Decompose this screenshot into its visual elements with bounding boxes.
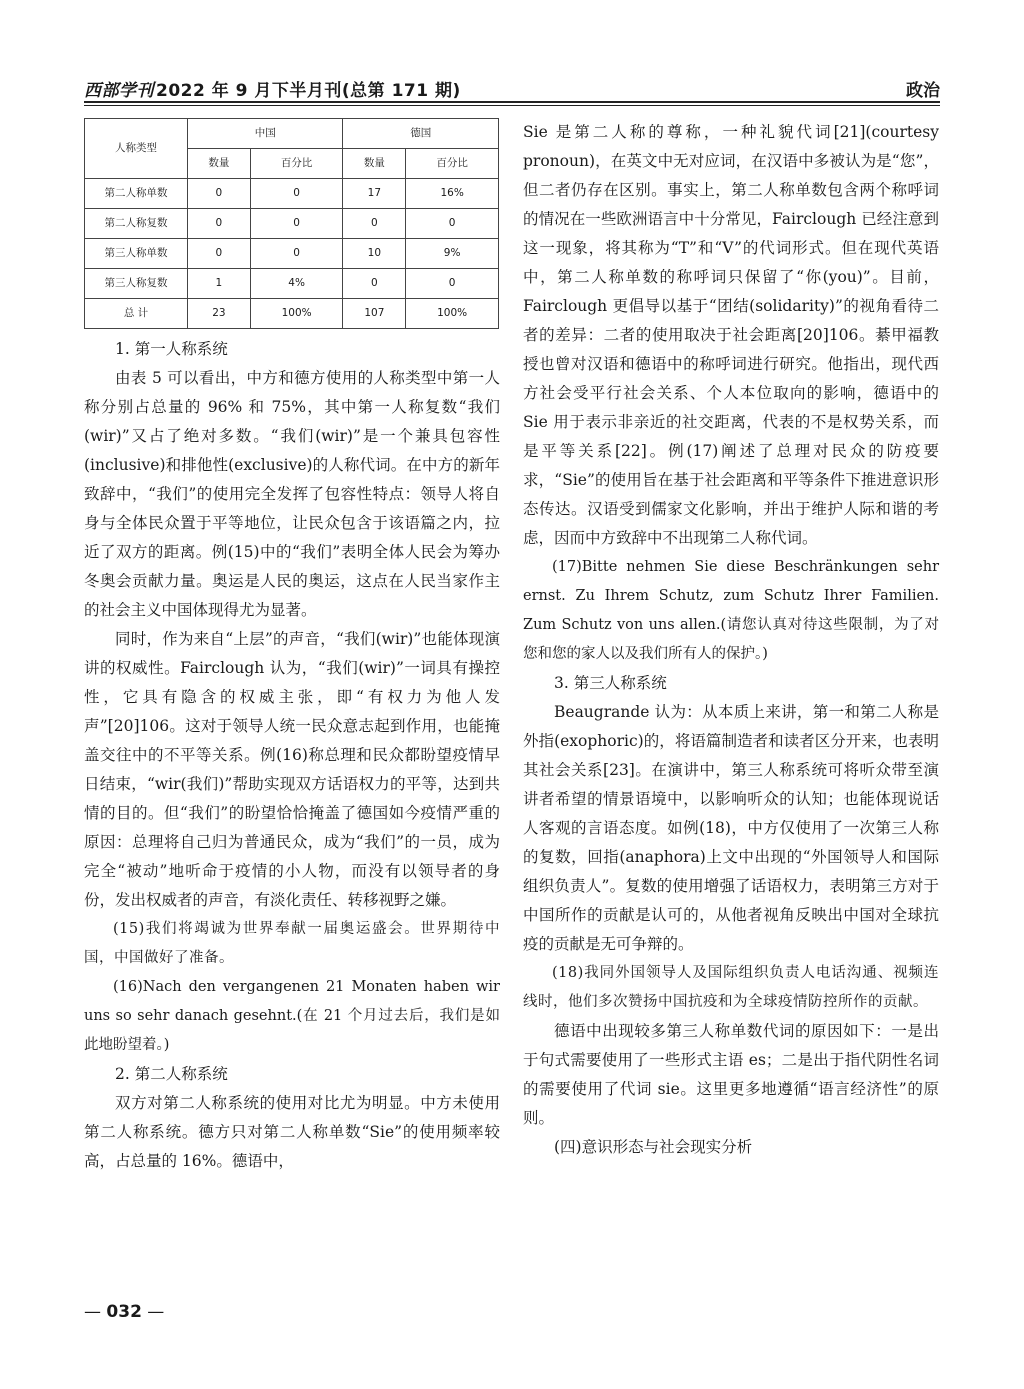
table-subheader-cell: 百分比: [250, 149, 343, 179]
table-cell: 0: [250, 239, 343, 269]
table-cell: 17: [343, 179, 406, 209]
table-cell: 16%: [406, 179, 499, 209]
table-cell: 0: [406, 269, 499, 299]
table-cell: 0: [343, 269, 406, 299]
right-column: [523, 118, 939, 1162]
table-row: [85, 239, 499, 269]
body-paragraph: 由表 5 可以看出，中方和德方使用的人称类型中第一人称分别占总量的 96% 和 75%，其中第一人称复数“我们(wir)”又占了绝对多数。“我们(wir)”是一个兼具包容性(inclusive)和排他性(exclusive)的人称代词。在中方的新年致辞中，“我们”的使用完全发挥了包容性特点：领导人将自身与全体民众置于平等地位，让民众包含于该语篇之内，拉近了双方的距离。例(15)中的“我们”表明全体人民会为筹办冬奥会贡献力量。奥运是人民的奥运，这点在人民当家作主的社会主义中国体现得尤为显著。: [84, 369, 500, 619]
table-row-label: 第三人称单数: [85, 239, 188, 269]
example-quote: (15)我们将竭诚为世界奉献一届奥运盛会。世界期待中国，中国做好了准备。: [84, 921, 500, 966]
table-cell: 0: [188, 179, 251, 209]
section-heading: 3. 第三人称系统: [554, 674, 667, 692]
section-heading: (四)意识形态与社会现实分析: [554, 1138, 753, 1156]
issue-info: 2022 年 9 月下半月刊(总第 171 期): [156, 81, 461, 101]
table-cell: 10: [343, 239, 406, 269]
table-cell: 107: [343, 299, 406, 329]
table-row-label: 第二人称单数: [85, 179, 188, 209]
table-cell: 100%: [250, 299, 343, 329]
example-quote: (17)Bitte nehmen Sie diese Beschränkungen sehr ernst. Zu Ihrem Schutz, zum Schutz Ihrer Familien. Zum Schutz von uns allen.(请您认真对待这些限制，为了对您和您的家人以及我们所有人的保护。): [523, 559, 939, 662]
table-row-label: 第二人称复数: [85, 209, 188, 239]
table-subheader-cell: 数量: [343, 149, 406, 179]
body-paragraph: Sie 是第二人称的尊称，一种礼貌代词[21](courtesy pronoun)，在英文中无对应词，在汉语中多被认为是“您”，但二者仍存在区别。事实上，第二人称单数包含两个称呼词的情况在一些欧洲语言中十分常见，Fairclough 已经注意到这一现象，将其称为“T”和“V”的代词形式。但在现代英语中，第二人称单数的称呼词只保留了“你(you)”。目前，Fairclough 更倡导以基于“团结(solidarity)”的视角看待二者的差异：二者的使用取决于社会距离[20]106。綦甲福教授也曾对汉语和德语中的称呼词进行研究。他指出，现代西方社会受平行社会关系、个人本位取向的影响，德语中的 Sie 用于表示非亲近的社交距离，代表的不是权势关系，而是平等关系[22]。例(17)阐述了总理对民众的防疫要求，“Sie”的使用旨在基于社会距离和平等条件下推进意识形态传达。汉语受到儒家文化影响，并出于维护人际和谐的考虑，因而中方致辞中不出现第二人称代词。: [523, 123, 939, 547]
journal-logo: 西部学刊: [84, 81, 154, 101]
example-quote: (16)Nach den vergangenen 21 Monaten haben wir uns so sehr danach gesehnt.(在 21 个月过去后，我们是如此地盼望着。): [84, 979, 500, 1053]
table-subheader-cell: 数量: [188, 149, 251, 179]
table-header-row: [85, 119, 499, 149]
table-cell: 9%: [406, 239, 499, 269]
table-cell: 0: [188, 239, 251, 269]
table-subheader-cell: 百分比: [406, 149, 499, 179]
body-paragraph: 同时，作为来自“上层”的声音，“我们(wir)”也能体现演讲的权威性。Fairclough 认为，“我们(wir)”一词具有操控性，它具有隐含的权威主张，即“有权力为他人发声”[20]106。这对于领导人统一民众意志起到作用，也能掩盖交往中的不平等关系。例(16)称总理和民众都盼望疫情早日结束，“wir(我们)”帮助实现双方话语权力的平等，达到共情的目的。但“我们”的盼望恰恰掩盖了德国如今疫情严重的原因：总理将自己归为普通民众，成为“我们”的一员，成为完全“被动”地听命于疫情的小人物，而没有以领导者的身份，发出权威者的声音，有淡化责任、转移视野之嫌。: [84, 630, 500, 909]
page-footer: — 032 —: [84, 1302, 165, 1322]
table-header-cell: 人称类型: [85, 119, 188, 179]
header-rule: [84, 101, 940, 103]
table-cell: 0: [406, 209, 499, 239]
table-cell: 23: [188, 299, 251, 329]
table-row-total: [85, 299, 499, 329]
table-cell: 0: [188, 209, 251, 239]
body-paragraph: 双方对第二人称系统的使用对比尤为明显。中方未使用第二人称系统。德方只对第二人称单数“Sie”的使用频率较高，占总量的 16%。德语中，: [84, 1094, 500, 1170]
table-row: [85, 179, 499, 209]
table-row-label: 总 计: [85, 299, 188, 329]
table-cell: 100%: [406, 299, 499, 329]
table-cell: 0: [250, 209, 343, 239]
running-header: [84, 74, 940, 100]
table-cell: 4%: [250, 269, 343, 299]
header-left: [84, 76, 461, 101]
table-row: [85, 269, 499, 299]
table-row-label: 第三人称复数: [85, 269, 188, 299]
table-header-cell: 德国: [343, 119, 499, 149]
person-type-table: [84, 118, 499, 329]
section-heading: 1. 第一人称系统: [115, 340, 228, 358]
section-heading: 2. 第二人称系统: [115, 1065, 228, 1083]
left-column: [84, 118, 500, 1176]
example-quote: (18)我同外国领导人及国际组织负责人电话沟通、视频连线时，他们多次赞扬中国抗疫和为全球疫情防控所作的贡献。: [523, 965, 939, 1010]
table-row: [85, 209, 499, 239]
table-cell: 1: [188, 269, 251, 299]
table-cell: 0: [343, 209, 406, 239]
header-rule-thin: [84, 105, 940, 106]
table-header-cell: 中国: [188, 119, 343, 149]
table-cell: 0: [250, 179, 343, 209]
body-paragraph: Beaugrande 认为：从本质上来讲，第一和第二人称是外指(exophoric)的，将语篇制造者和读者区分开来，也表明其社会关系[23]。在演讲中，第三人称系统可将听众带至演讲者希望的情景语境中，以影响听众的认知；也能体现说话人客观的言语态度。如例(18)，中方仅使用了一次第三人称的复数，回指(anaphora)上文中出现的“外国领导人和国际组织负责人”。复数的使用增强了话语权力，表明第三方对于中国所作的贡献是认可的，从他者视角反映出中国对全球抗疫的贡献是无可争辩的。: [523, 703, 939, 953]
page-number: 032: [106, 1302, 142, 1322]
section-name: 政治: [906, 81, 940, 101]
body-paragraph: 德语中出现较多第三人称单数代词的原因如下：一是出于句式需要使用了一些形式主语 es；二是出于指代阴性名词的需要使用了代词 sie。这里更多地遵循“语言经济性”的原则。: [523, 1022, 939, 1127]
